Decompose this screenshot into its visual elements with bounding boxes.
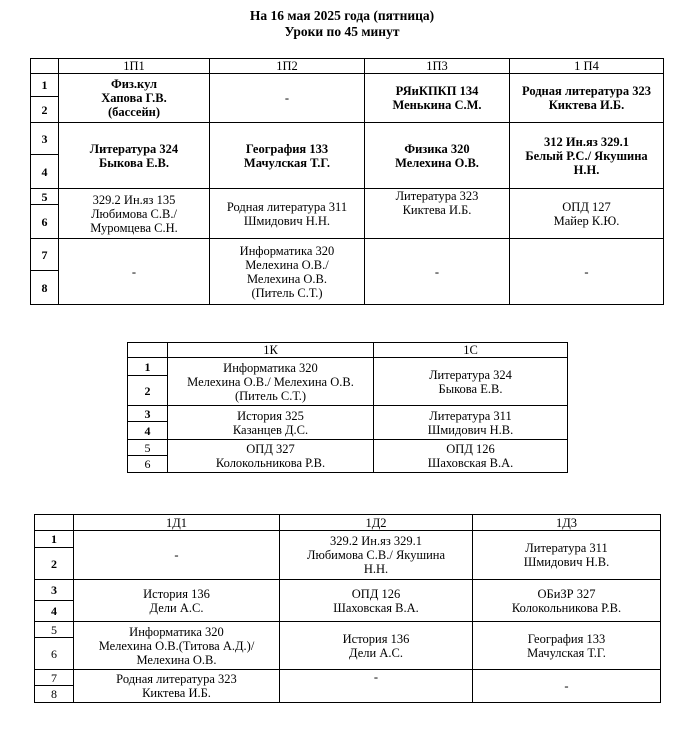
lesson-cell: История 136 Дели А.С.	[74, 580, 280, 622]
lesson-cell: -	[210, 74, 365, 123]
lesson-cell: -	[510, 239, 664, 305]
lesson-cell: Литература 324 Быкова Е.В.	[59, 123, 210, 189]
lesson-number: 8	[35, 686, 74, 703]
lesson-number: 5	[31, 189, 59, 205]
lesson-cell: ОБиЗР 327 Колокольникова Р.В.	[473, 580, 661, 622]
lesson-number: 7	[31, 239, 59, 271]
lesson-cell: Физ.кул Хапова Г.В. (бассейн)	[59, 74, 210, 123]
lesson-cell: Литература 324 Быкова Е.В.	[374, 358, 568, 406]
lesson-cell: ОПД 327 Колокольникова Р.В.	[168, 440, 374, 473]
corner-cell	[35, 515, 74, 531]
lesson-cell: ОПД 126 Шаховская В.А.	[280, 580, 473, 622]
page-subtitle: Уроки по 45 минут	[284, 24, 400, 39]
lesson-cell: Литература 311 Шмидович Н.В.	[473, 531, 661, 580]
lesson-cell: ОПД 126 Шаховская В.А.	[374, 440, 568, 473]
lesson-cell: -	[74, 531, 280, 580]
lesson-cell: География 133 Мачулская Т.Г.	[210, 123, 365, 189]
lesson-cell: 329.2 Ин.яз 135 Любимова С.В./ Муромцева С.Н.	[59, 189, 210, 239]
lesson-number: 5	[35, 622, 74, 638]
lesson-cell: -	[59, 239, 210, 305]
lesson-number: 1	[31, 74, 59, 97]
lesson-number: 4	[35, 601, 74, 622]
group-header: 1П2	[210, 59, 365, 74]
lesson-cell: Литература 323 Киктева И.Б.	[365, 189, 510, 239]
lesson-cell: Родная литература 311 Шмидович Н.Н.	[210, 189, 365, 239]
lesson-cell: -	[365, 239, 510, 305]
group-header: 1П1	[59, 59, 210, 74]
corner-cell	[31, 59, 59, 74]
lesson-number: 1	[35, 531, 74, 548]
lesson-number: 8	[31, 271, 59, 305]
lesson-cell: История 325 Казанцев Д.С.	[168, 406, 374, 440]
lesson-number: 3	[35, 580, 74, 601]
lesson-cell: География 133 Мачулская Т.Г.	[473, 622, 661, 670]
schedule-table-1k-1s	[127, 342, 568, 473]
group-header: 1П3	[365, 59, 510, 74]
lesson-number: 2	[128, 376, 168, 406]
lesson-number: 5	[128, 440, 168, 456]
lesson-number: 4	[128, 422, 168, 440]
lesson-number: 7	[35, 670, 74, 686]
lesson-number: 6	[35, 638, 74, 670]
lesson-number: 4	[31, 155, 59, 189]
group-header: 1 П4	[510, 59, 664, 74]
lesson-cell: РЯиКПКП 134 Менькина С.М.	[365, 74, 510, 123]
lesson-cell: Информатика 320 Мелехина О.В.(Титова А.Д.)/ Мелехина О.В.	[74, 622, 280, 670]
group-header: 1С	[374, 343, 568, 358]
group-header: 1К	[168, 343, 374, 358]
lesson-number: 1	[128, 358, 168, 376]
lesson-cell: -	[280, 670, 473, 703]
lesson-cell: История 136 Дели А.С.	[280, 622, 473, 670]
lesson-cell: Родная литература 323 Киктева И.Б.	[510, 74, 664, 123]
group-header: 1Д2	[280, 515, 473, 531]
lesson-cell: Родная литература 323 Киктева И.Б.	[74, 670, 280, 703]
lesson-cell: Информатика 320 Мелехина О.В./ Мелехина О.В. (Питель С.Т.)	[168, 358, 374, 406]
lesson-cell: ОПД 127 Майер К.Ю.	[510, 189, 664, 239]
lesson-number: 3	[128, 406, 168, 422]
schedule-table-1d	[34, 514, 661, 703]
lesson-cell: Литература 311 Шмидович Н.В.	[374, 406, 568, 440]
lesson-cell: Физика 320 Мелехина О.В.	[365, 123, 510, 189]
page-title: На 16 мая 2025 года (пятница)	[249, 8, 435, 23]
lesson-number: 2	[31, 97, 59, 123]
group-header: 1Д3	[473, 515, 661, 531]
schedule-table-1p	[30, 58, 664, 305]
corner-cell	[128, 343, 168, 358]
lesson-number: 6	[128, 456, 168, 473]
lesson-cell: Информатика 320 Мелехина О.В./ Мелехина О.В. (Питель С.Т.)	[210, 239, 365, 305]
lesson-cell: -	[473, 670, 661, 703]
lesson-number: 3	[31, 123, 59, 155]
lesson-number: 6	[31, 205, 59, 239]
group-header: 1Д1	[74, 515, 280, 531]
lesson-number: 2	[35, 548, 74, 580]
lesson-cell: 329.2 Ин.яз 329.1 Любимова С.В./ Якушина Н.Н.	[280, 531, 473, 580]
lesson-cell: 312 Ин.яз 329.1 Белый Р.С./ Якушина Н.Н.	[510, 123, 664, 189]
